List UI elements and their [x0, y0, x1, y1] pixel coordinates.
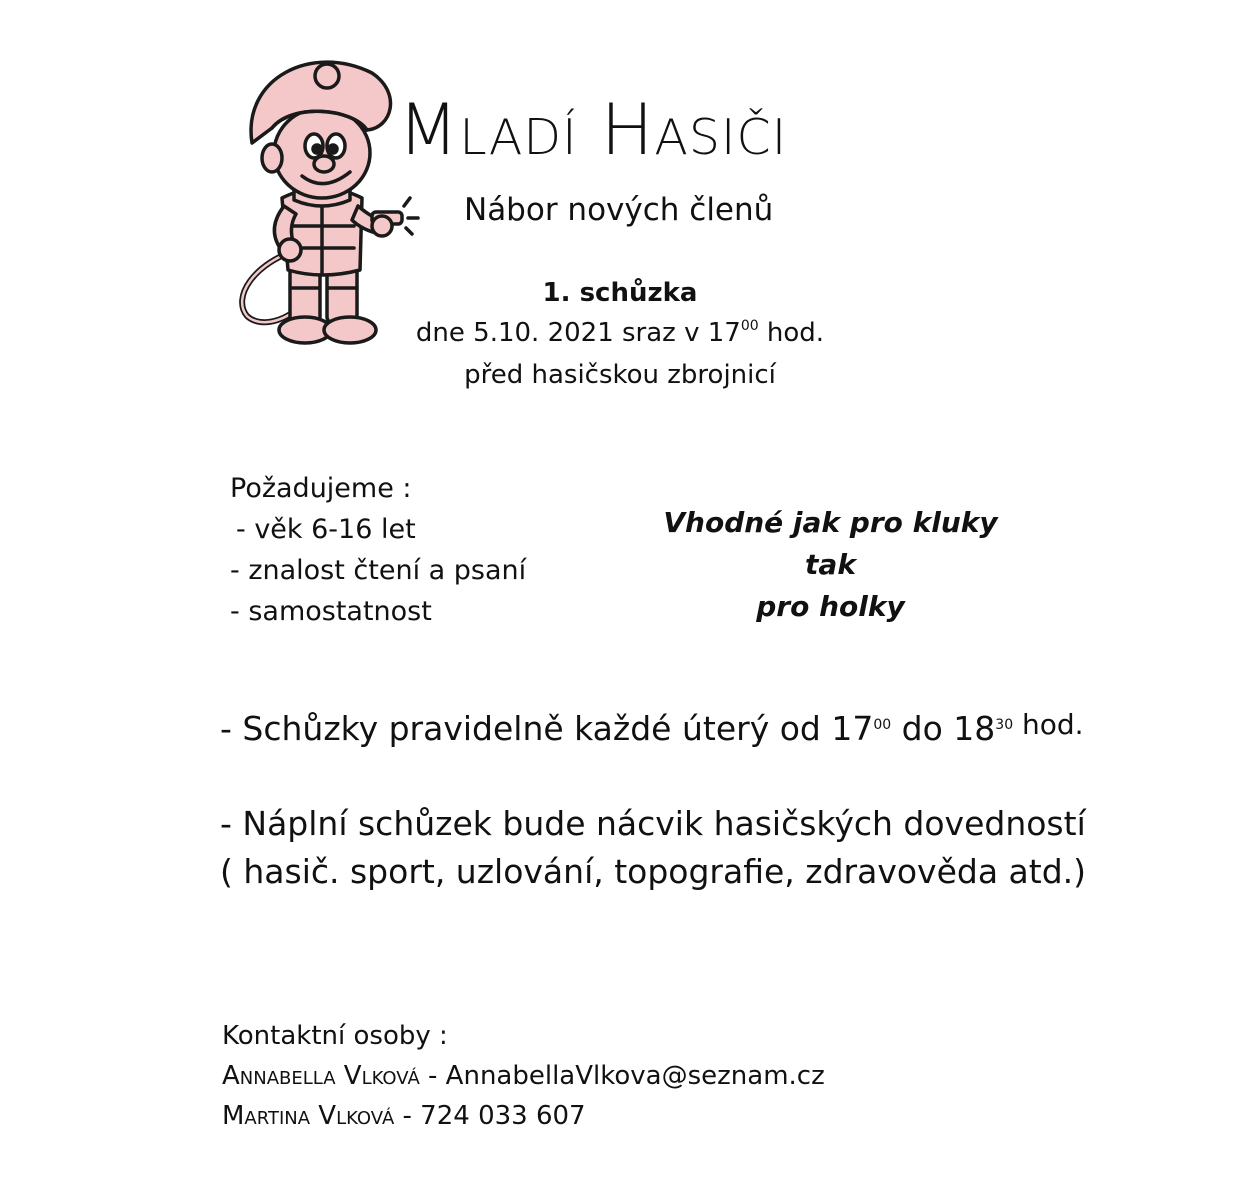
contact-row [222, 1096, 825, 1136]
suitability-note [648, 502, 1013, 628]
contact-row [222, 1056, 825, 1096]
requirement-item: - znalost čtení a psaní [230, 555, 527, 586]
requirements-list [230, 468, 526, 632]
schedule-mid: do 18 [891, 709, 996, 748]
requirements-label: Požadujeme : [230, 473, 412, 504]
content-line: ( hasič. sport, uzlování, topografie, zdravověda atd.) [220, 852, 1087, 891]
schedule-sup-end: 30 [995, 717, 1014, 733]
contacts-block [222, 1016, 825, 1136]
content-line: - Náplní schůzek bude nácvik hasičských dovedností [220, 804, 1086, 843]
meeting-date-sup: 00 [740, 318, 759, 334]
schedule-prefix: - Schůzky pravidelně každé úterý od 17 [220, 709, 874, 748]
firefighter-boy-icon [232, 48, 422, 348]
requirement-item: - věk 6-16 let [236, 514, 416, 545]
schedule-suffix: hod. [1013, 708, 1084, 741]
contact-name: Martina Vlková [222, 1101, 395, 1131]
page-title: Mladí Hasiči [398, 89, 788, 171]
meeting-place: před hasičskou zbrojnicí [464, 360, 776, 390]
contact-name: Annabella Vlková [222, 1061, 420, 1091]
meeting-date [400, 318, 840, 348]
suitability-line: Vhodné jak pro kluky tak [663, 506, 998, 581]
contact-phone[interactable]: - 724 033 607 [394, 1101, 586, 1131]
requirement-item: - samostatnost [230, 596, 432, 627]
meeting-date-prefix: dne 5.10. 2021 sraz v 17 [415, 318, 741, 348]
contact-email[interactable]: - AnnabellaVlkova@seznam.cz [419, 1061, 825, 1091]
contacts-label: Kontaktní osoby : [222, 1021, 448, 1051]
meeting-heading: 1. schůzka [542, 278, 698, 308]
meeting-date-suffix: hod. [758, 318, 825, 348]
suitability-line: pro holky [756, 590, 905, 623]
schedule-sup-start: 00 [873, 717, 892, 733]
page-subtitle: Nábor nových členů [464, 192, 774, 228]
schedule-line [220, 708, 1084, 748]
